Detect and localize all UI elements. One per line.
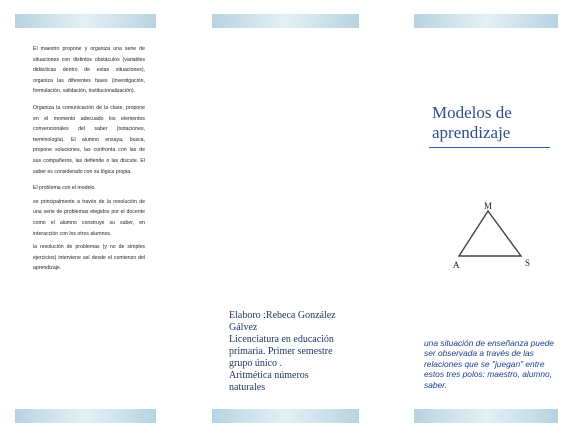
author-line-degree: Licenciatura en educación primaria. Primer semestre grupo único . (229, 334, 334, 369)
paragraph-problem-model: El problema con el modelo. (33, 185, 96, 192)
triangle-caption: una situación de enseñanza puede ser observada a través de las relaciones que se "juegan" entre estos tres polos: maestro, alumno, saber. (424, 338, 554, 390)
footer-bar-right (414, 409, 558, 423)
paragraph-communication: Organiza la comunicación de la clase, propone en el momento adecuado los elementos convencionales del saber (notaciones, terminología). El alumno ensaya, busca, propone soluciones, las confronta con las de sus compañeros, las defiende o las discute. El saber es considerado con su lógica propia. (33, 104, 145, 175)
header-bar-middle (212, 14, 359, 28)
author-line-name: Elaboro :Rebeca González Gálvez (229, 310, 336, 333)
triangle-shape (459, 211, 521, 256)
header-bar-left (15, 14, 156, 28)
brochure-title: Modelos de aprendizaje (432, 103, 512, 142)
vertex-label-maestro: M (484, 201, 493, 211)
paragraph-resolution: es principalmente a través de la resolución de una serie de problemas elegidos por el docente como el alumno construye su saber, en interacción con los otros alumnos. (33, 198, 145, 237)
paragraph-problem-solving: la resolución de problemas (y no de simples ejercicios) interviene así desde el comienzo del aprendizaje. (33, 244, 145, 272)
title-underline (429, 147, 550, 148)
author-block (229, 310, 341, 394)
vertex-label-alumno: A (453, 260, 460, 270)
didactic-triangle-diagram (447, 197, 553, 277)
paragraph-teacher-role: El maestro propone y organiza una serie de situaciones con distintos obstáculos (variables didácticas dentro de estas situaciones), organiza las diferentes fases (investigación, formulación, validación, institucionalización). (33, 46, 145, 95)
footer-bar-middle (212, 409, 359, 423)
header-bar-right (414, 14, 558, 28)
footer-bar-left (15, 409, 156, 423)
vertex-label-saber: S (525, 258, 531, 268)
left-panel-text (33, 44, 145, 280)
author-line-subject: Aritmética números naturales (229, 370, 309, 393)
